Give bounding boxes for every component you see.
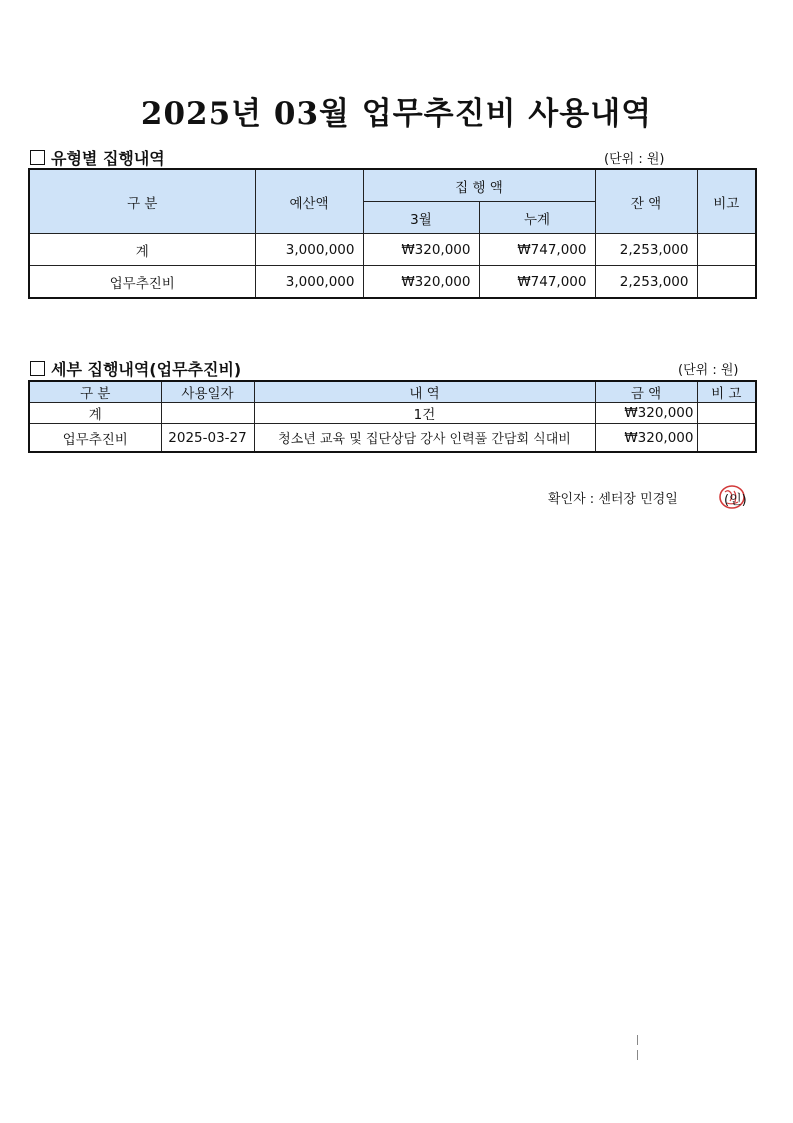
cell-category: 업무추진비 xyxy=(29,266,255,299)
header-category: 구 분 xyxy=(29,169,255,234)
section2-heading xyxy=(30,357,241,380)
cell-budget: 3,000,000 xyxy=(255,234,363,266)
header-note: 비고 xyxy=(697,169,756,234)
cell-budget: 3,000,000 xyxy=(255,266,363,299)
cell-amount: ₩320,000 xyxy=(595,403,697,424)
header-budget: 예산액 xyxy=(255,169,363,234)
scan-mark xyxy=(637,1035,638,1045)
table-row xyxy=(29,234,756,266)
cell-date xyxy=(161,403,254,424)
header-cumulative: 누계 xyxy=(479,202,595,234)
seal-label: (인) xyxy=(724,493,747,508)
detailed-execution-table xyxy=(28,380,757,453)
cell-category: 계 xyxy=(29,403,161,424)
checkbox-square-icon xyxy=(30,150,45,165)
table-row xyxy=(29,266,756,299)
header-date: 사용일자 xyxy=(161,381,254,403)
cell-detail: 청소년 교육 및 집단상담 강사 인력풀 간담회 식대비 xyxy=(254,424,595,453)
cell-month: ₩320,000 xyxy=(363,266,479,299)
cell-category: 업무추진비 xyxy=(29,424,161,453)
checkbox-square-icon xyxy=(30,361,45,376)
table-row xyxy=(29,424,756,453)
cell-note xyxy=(697,424,756,453)
header-detail: 내 역 xyxy=(254,381,595,403)
cell-balance: 2,253,000 xyxy=(595,266,697,299)
cell-note xyxy=(697,234,756,266)
cell-category: 계 xyxy=(29,234,255,266)
cell-date: 2025-03-27 xyxy=(161,424,254,453)
header-month: 3월 xyxy=(363,202,479,234)
execution-by-type-table xyxy=(28,168,757,299)
header-execution: 집 행 액 xyxy=(363,169,595,202)
confirm-label: 확인자 : 센터장 민경일 xyxy=(548,492,678,507)
cell-month: ₩320,000 xyxy=(363,234,479,266)
table-row xyxy=(29,403,756,424)
cell-amount: ₩320,000 xyxy=(595,424,697,453)
cell-detail: 1건 xyxy=(254,403,595,424)
cell-cumulative: ₩747,000 xyxy=(479,266,595,299)
header-balance: 잔 액 xyxy=(595,169,697,234)
scan-mark xyxy=(637,1050,638,1060)
header-category: 구 분 xyxy=(29,381,161,403)
section1-heading xyxy=(30,146,165,169)
cell-cumulative: ₩747,000 xyxy=(479,234,595,266)
cell-note xyxy=(697,403,756,424)
header-note: 비 고 xyxy=(697,381,756,403)
section1-unit: (단위 : 원) xyxy=(604,152,665,167)
page-title: 2025년 03월 업무추진비 사용내역 xyxy=(140,96,653,132)
cell-balance: 2,253,000 xyxy=(595,234,697,266)
section1-heading-text: 유형별 집행내역 xyxy=(51,149,165,168)
header-amount: 금 액 xyxy=(595,381,697,403)
cell-note xyxy=(697,266,756,299)
section2-heading-text: 세부 집행내역(업무추진비) xyxy=(51,360,242,379)
section2-unit: (단위 : 원) xyxy=(678,363,739,378)
